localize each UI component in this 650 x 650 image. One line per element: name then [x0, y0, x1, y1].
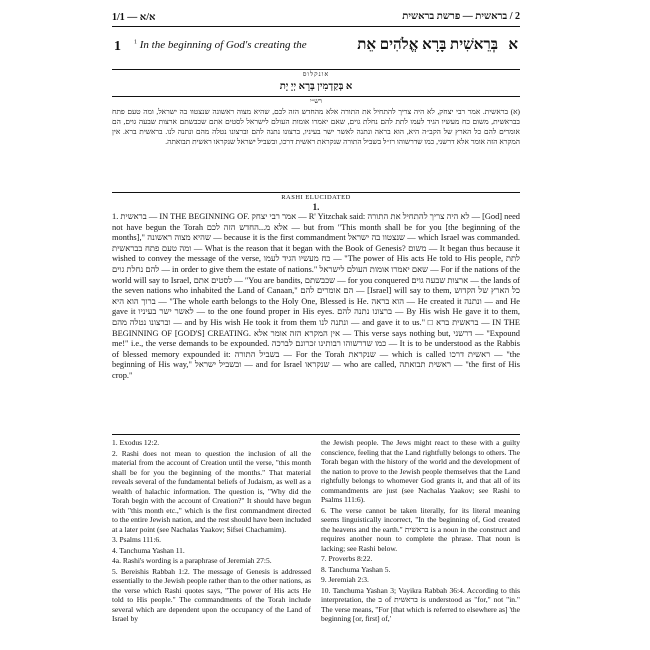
footnote: the Jewish people. The Jews might react to these with a guilty conscience, feeling that the Land rightfully belongs to others. The Torah began with the history of the world and the development of the nation to prove to the Jewish people themselves that the Land rightfully belongs to whomever God grants it, and that all of its commandments are just (see Nachalas Yaakov; see Rashi to Psalms 111:6).: [321, 438, 520, 504]
verse-line: [112, 39, 520, 65]
elucidated-text: 1. בראשית — IN THE BEGINNING OF. אמר רבי יצחק — R' Yitzchak said: לא היה צריך להתחיל את התורה — [God] need not have begun the Torah אלא מ...החדש הזה לכם — but from "This month shall be for you [the beginning of the months]," שהיא מצוה ראשונה — because it is the first commandment שנצטוו בה ישראל — which Israel was commanded. ומה טעם פתח בבראשית — What is the reason that it began with the Book of Genesis? משום — It began thus because it wished to convey the message of the verse, כח מעשיו הגיד לעמו — "The power of His acts He told to His people, לתת להם נחלת גוים — in order to give them the estate of nations." שאם יאמרו אומות העולם לישראל — For if the nations of the world will say to Israel, לסטים אתם — "You are bandits, שכבשתם — for you conquered ארצות שבעה גוים — the lands of the seven nations who inhabited the Land of Canaan," הם אומרים להם — [Israel] will say to them, כל הארץ של הקדוש ברוך הוא היא — "The whole earth belongs to the Holy One, Blessed is He. הוא בראה — He created it ונתנה — and He gave it לאשר ישר בעיניו — to the one found proper in His eyes. ברצונו נתנה להם — By His wish He gave it to them, וברצונו נטלה מהם — and by His wish He took it from them ונתנה לנו — and gave it to us." □ בראשית ברא — IN THE BEGINNING OF [GOD'S] CREATING. אין המקרא הזה אומר אלא — This verse says nothing but, דרשני — "Expound me!" i.e., the verse demands to be expounded. כמו שדרשוהו רבותינו זכרונם לברכה — It is to be understood as the Rabbis of blessed memory expounded it: בשביל התורה — For the Torah שנקראת — which is called ראשית דרכו — "the beginning of His way," ובשביל ישראל — and for Israel שנקראו — who are called, ראשית תבואתה — "the first of His crop.": [112, 212, 520, 380]
header-left: 1/1 — א/א: [112, 12, 156, 23]
footnote: 1. Exodus 12:2.: [112, 438, 160, 447]
rashi-hebrew-text: (א) בראשית. אמר רבי יצחק, לא היה צריך להתחיל את התורה אלא מהחדש הזה לכם, שהיא מצוה ראשונה שנצטוו בה ישראל, ומה טעם פתח בבראשית, משום כח מעשיו הגיד לעמו לתת להם נחלת גוים, שאם יאמרו אומות העולם לישראל לסטים אתם שכבשתם ארצות שבעה גוים, הם אומרים להם כל הארץ של הקב״ה היא, הוא בראה ונתנה לאשר ישר בעיניו, ברצונו נתנה להם וברצונו נטלה מהם ונתנה לנו. בראשית ברא. אין המקרא הזה אומר אלא דרשני, כמו שדרשוהו רז״ל בשביל התורה שנקראת ראשית דרכו, ובשביל ישראל שנקראו ראשית תבואתה.: [112, 107, 520, 146]
onkelos-label: אונקלוס: [112, 69, 520, 78]
footnotes-left-column: [112, 438, 311, 648]
footnote: 8. Tanchuma Yashan 5.: [321, 564, 391, 574]
verse-number: 1: [114, 39, 121, 54]
footnote-divider: [112, 434, 520, 435]
verse-english: [134, 39, 314, 51]
rashi-label: רש״י: [112, 96, 520, 105]
footnote: 3. Psalms 111:6.: [112, 535, 162, 544]
onkelos-text: א בְּקַדְמִין בְּרָא יְיָ יָת: [279, 81, 353, 92]
verse-sup: 1: [134, 39, 137, 46]
footnote: 7. Proverbs 8:22.: [321, 554, 373, 563]
running-header: [112, 10, 520, 27]
footnote: 4a. Rashi's wording is a paraphrase of Jeremiah 27:5.: [112, 556, 272, 565]
footnotes: [112, 438, 520, 648]
footnotes-right-column: [321, 438, 520, 648]
footnote: 5. Bereishis Rabbah 1:2. The message of Genesis is addressed essentially to the Jewish people rather than to the other nations, as the verse which Rashi quotes says, "The power of His acts He told to His people." The commandments of the Torah include several which are dependent upon the occupancy of the Land of Israel by: [112, 566, 311, 623]
verse-hebrew: בְּרֵאשִׁית בָּרָא אֱלֹהִים אֵת: [357, 37, 498, 53]
footnote: 4. Tanchuma Yashan 11.: [112, 545, 185, 555]
rashi-elucidated-label: RASHI ELUCIDATED: [112, 192, 520, 201]
elucidated-number: 1.: [312, 202, 320, 212]
header-right: 2 / בראשית — פרשת בראשית: [402, 11, 520, 22]
page: [112, 10, 520, 642]
footnote: 9. Jeremiah 2:3.: [321, 575, 369, 584]
footnote: 2. Rashi does not mean to question the inclusion of all the material from the account of Creation until the verse, "this month shall be for you the beginning of the months." That material reveals several of the fundamental beliefs of Judaism, as well as a wealth of halachic information. The question is, "Why did the Torah begin with the account of Creation?" It should have begun with "this month etc.," which is the first commandment directed to the entire Jewish nation, and the rest should have been included at a later point (see Nachalas Yaakov; Sifsei Chachamim).: [112, 448, 311, 534]
footnote: 10. Tanchuma Yashan 3; Vayikra Rabbah 36:4. According to this interpretation, the ב of בראשית is understood as "for," not "in." The verse means, "For [that which is referred to elsewhere as] 'the beginning [or, first] of,': [321, 585, 520, 623]
verse-english-text: In the beginning of God's creating the: [139, 39, 307, 51]
verse-hebrew-number: א: [508, 37, 518, 53]
footnote: 6. The verse cannot be taken literally, for its literal meaning seems linguistically incorrect, "In the beginning of, God created the heavens and the earth." בראשית is a noun in the construct and requires another noun to complete the phrase. That noun is lacking; see Rashi below.: [321, 505, 520, 553]
